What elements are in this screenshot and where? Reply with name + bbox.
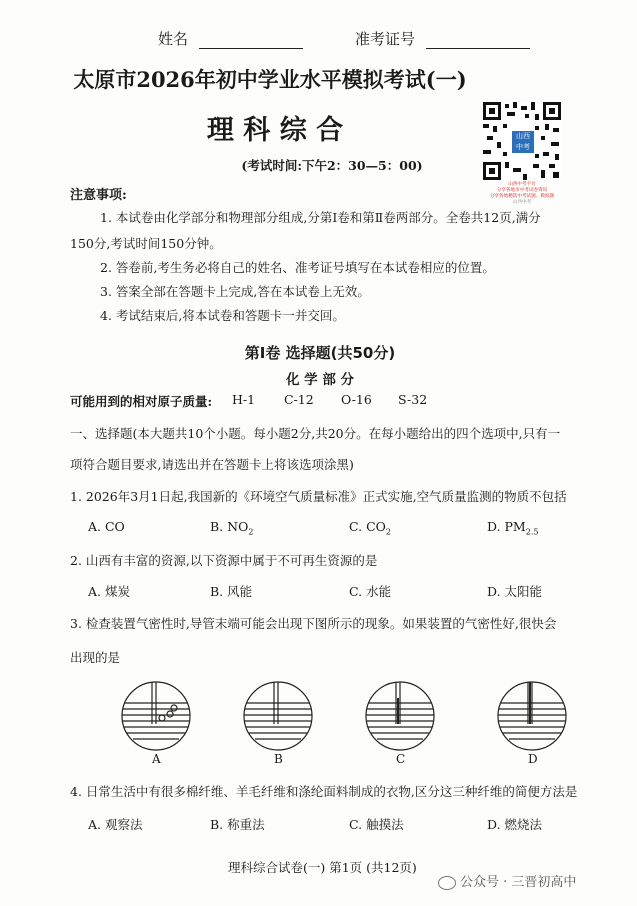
note-2: 2. 答卷前,考生务必将自己的姓名、准考证号填写在本试卷相应的位置。 xyxy=(100,260,495,275)
exam-time: (考试时间:下午2：30—5：00) xyxy=(241,158,423,173)
note-1-cont: 150分,考试时间150分钟。 xyxy=(70,236,222,251)
q2-option-a: A. 煤炭 xyxy=(88,584,130,599)
question-3-stem-2: 出现的是 xyxy=(70,650,121,665)
question-1-stem: 1. 2026年3月1日起,我国新的《环境空气质量标准》正式实施,空气质量监测的物质不包括 xyxy=(70,489,567,504)
qr-code xyxy=(483,102,561,180)
q4-option-b: B. 称重法 xyxy=(210,817,265,832)
atomic-label: 可能用到的相对原子质量: xyxy=(70,394,213,409)
figure-label-a: A xyxy=(152,752,161,766)
q2-option-c: C. 水能 xyxy=(349,584,392,599)
atomic-s: S-32 xyxy=(398,392,428,407)
part1-instruction-1: 一、选择题(本大题共10个小题。每小题2分,共20分。在每小题给出的四个选项中,只有一 xyxy=(70,426,561,441)
q4-option-c: C. 触摸法 xyxy=(349,817,404,832)
atomic-c: C-12 xyxy=(284,392,314,407)
question-2-stem: 2. 山西有丰富的资源,以下资源中属于不可再生资源的是 xyxy=(70,553,378,568)
name-field xyxy=(158,28,303,49)
part1-instruction-2: 项符合题目要求,请选出并在答题卡上将该选项涂黑) xyxy=(70,457,354,472)
id-label: 准考证号 xyxy=(355,30,416,48)
figure-b xyxy=(244,682,312,750)
figure-label-d: D xyxy=(528,752,538,766)
q1-option-b: B. $NO_2$ xyxy=(210,519,254,537)
question-3-stem-1: 3. 检查装置气密性时,导管末端可能会出现下图所示的现象。如果装置的气密性好,很快会 xyxy=(70,616,557,631)
notes-heading: 注意事项: xyxy=(70,188,127,203)
q2-option-d: D. 太阳能 xyxy=(487,584,543,599)
note-4: 4. 考试结束后,将本试卷和答题卡一并交回。 xyxy=(100,308,345,323)
section-title: 第Ⅰ卷 选择题(共50分) xyxy=(244,344,396,362)
q4-option-d: D. 燃烧法 xyxy=(487,817,543,832)
qr-caption: 山西中考平台 分享各地市中考试卷资讯 分享各地精选中考试题、模拟题 山西中考 xyxy=(489,182,555,205)
id-field xyxy=(355,28,530,49)
q1-option-a: A. CO xyxy=(88,519,125,534)
page-info: 理科综合试卷(一) 第1页 (共12页) xyxy=(228,860,417,875)
atomic-h: H-1 xyxy=(232,392,256,407)
q4-option-a: A. 观察法 xyxy=(88,817,143,832)
question-4-stem: 4. 日常生活中有很多棉纤维、羊毛纤维和涤纶面料制成的衣物,区分这三种纤维的简便方法是 xyxy=(70,784,578,799)
note-3: 3. 答案全部在答题卡上完成,答在本试卷上无效。 xyxy=(100,284,370,299)
name-blank xyxy=(199,32,303,49)
atomic-mass-line xyxy=(70,392,212,410)
subject-title: 理 科 综 合 xyxy=(206,115,344,146)
note-1: 1. 本试卷由化学部分和物理部分组成,分第Ⅰ卷和第Ⅱ卷两部分。全卷共12页,满分 xyxy=(100,210,541,225)
id-blank xyxy=(426,32,530,49)
q1-option-d: D. $PM_{2.5}$ xyxy=(487,519,539,537)
name-label: 姓名 xyxy=(158,30,189,48)
figure-a xyxy=(122,682,190,750)
q1-option-c: C. $CO_2$ xyxy=(349,519,391,537)
q2-option-b: B. 风能 xyxy=(210,584,253,599)
section-subtitle: 化 学 部 分 xyxy=(285,372,355,388)
watermark: 公众号 · 三晋初高中 xyxy=(438,871,576,890)
exam-title: 太原市2026年初中学业水平模拟考试(一) xyxy=(73,67,467,92)
figure-label-c: C xyxy=(396,752,406,766)
q3-figures xyxy=(100,676,600,766)
qr-logo: 山西 中考 xyxy=(511,130,535,154)
figure-label-b: B xyxy=(274,752,283,766)
atomic-o: O-16 xyxy=(341,392,372,407)
figure-c xyxy=(366,682,434,750)
figure-d xyxy=(498,682,566,750)
wechat-icon xyxy=(438,876,456,890)
